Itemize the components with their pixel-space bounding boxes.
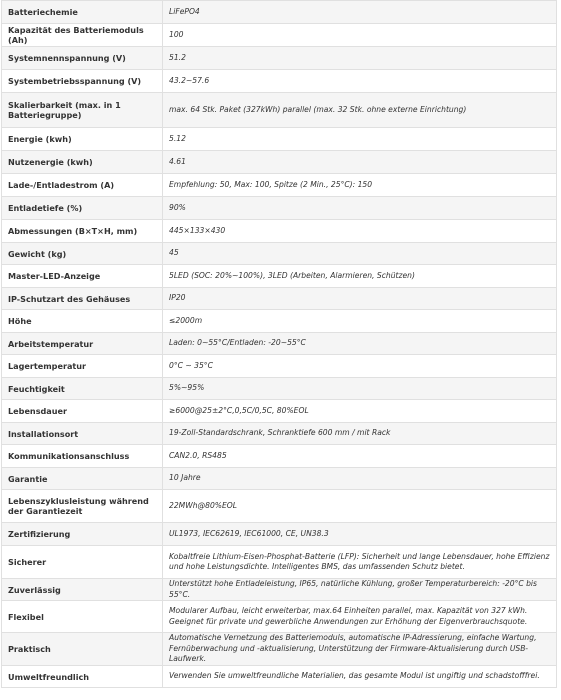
row-label: Lagertemperatur <box>2 355 163 378</box>
row-value: Verwenden Sie umweltfreundliche Materialien, das gesamte Modul ist ungiftig und schadstofffrei. <box>163 666 557 688</box>
row-value: 5LED (SOC: 20%~100%), 3LED (Arbeiten, Alarmieren, Schützen) <box>163 265 557 288</box>
row-value: 22MWh@80%EOL <box>163 490 557 523</box>
row-label: Umweltfreundlich <box>2 666 163 688</box>
table-row <box>2 128 557 151</box>
table-row <box>2 151 557 174</box>
row-value: Unterstützt hohe Entladeleistung, IP65, natürliche Kühlung, großer Temperaturbereich: -20°C bis 55°C. <box>163 579 557 601</box>
row-label: Kapazität des Batteriemoduls (Ah) <box>2 24 163 47</box>
table-row <box>2 70 557 93</box>
table-row <box>2 47 557 70</box>
table-row <box>2 633 557 666</box>
row-label: Master-LED-Anzeige <box>2 265 163 288</box>
row-value: 19-Zoll-Standardschrank, Schranktiefe 600 mm / mit Rack <box>163 423 557 445</box>
row-value: 5.12 <box>163 128 557 151</box>
table-row <box>2 288 557 310</box>
table-row <box>2 24 557 47</box>
table-row <box>2 355 557 378</box>
row-label: Sicherer <box>2 546 163 579</box>
row-label: Entladetiefe (%) <box>2 197 163 220</box>
row-label: Zuverlässig <box>2 579 163 601</box>
row-label: IP-Schutzart des Gehäuses <box>2 288 163 310</box>
row-value: Kobaltfreie Lithium-Eisen-Phosphat-Batterie (LFP): Sicherheit und lange Lebensdauer, hohe Effizienz und hohe Leistungsdichte. Intelligentes BMS, das umfassenden Schutz bietet. <box>163 546 557 579</box>
table-row <box>2 1 557 24</box>
row-value: 90% <box>163 197 557 220</box>
table-row <box>2 197 557 220</box>
row-value: ≤2000m <box>163 310 557 333</box>
row-label: Praktisch <box>2 633 163 666</box>
row-value: 0°C ~ 35°C <box>163 355 557 378</box>
table-row <box>2 93 557 128</box>
row-label: Energie (kwh) <box>2 128 163 151</box>
row-label: Installationsort <box>2 423 163 445</box>
table-row <box>2 265 557 288</box>
row-value: 43.2~57.6 <box>163 70 557 93</box>
table-row <box>2 468 557 490</box>
row-value: Laden: 0~55°C/Entladen: -20~55°C <box>163 333 557 355</box>
row-label: Gewicht (kg) <box>2 243 163 265</box>
row-value: Modularer Aufbau, leicht erweiterbar, max.64 Einheiten parallel, max. Kapazität von 327 kWh. Geeignet für private und gewerbliche Anwendungen zur Erhöhung der Eigenverbrauchsquote. <box>163 601 557 633</box>
row-value: LiFePO4 <box>163 1 557 24</box>
row-value: ≥6000@25±2°C,0,5C/0,5C, 80%EOL <box>163 400 557 423</box>
row-value: 51.2 <box>163 47 557 70</box>
row-value: Empfehlung: 50, Max: 100, Spitze (2 Min., 25°C): 150 <box>163 174 557 197</box>
row-label: Garantie <box>2 468 163 490</box>
row-label: Systembetriebsspannung (V) <box>2 70 163 93</box>
row-value: 45 <box>163 243 557 265</box>
table-row <box>2 445 557 468</box>
table-row <box>2 310 557 333</box>
row-label: Höhe <box>2 310 163 333</box>
spec-table <box>1 0 557 688</box>
table-row <box>2 546 557 579</box>
table-row <box>2 400 557 423</box>
row-label: Kommunikationsanschluss <box>2 445 163 468</box>
row-label: Systemnennspannung (V) <box>2 47 163 70</box>
row-value: IP20 <box>163 288 557 310</box>
row-label: Lade-/Entladestrom (A) <box>2 174 163 197</box>
row-label: Batteriechemie <box>2 1 163 24</box>
row-label: Lebensdauer <box>2 400 163 423</box>
table-row <box>2 378 557 400</box>
table-row <box>2 490 557 523</box>
row-label: Lebenszyklusleistung während der Garantiezeit <box>2 490 163 523</box>
row-label: Flexibel <box>2 601 163 633</box>
table-row <box>2 523 557 546</box>
spec-table-container <box>1 0 557 688</box>
row-value: max. 64 Stk. Paket (327kWh) parallel (max. 32 Stk. ohne externe Einrichtung) <box>163 93 557 128</box>
row-value: Automatische Vernetzung des Batteriemoduls, automatische IP-Adressierung, einfache Wartung, Fernüberwachung und -aktualisierung, Unterstützung der Firmware-Aktualisierung durch USB-Laufwerk. <box>163 633 557 666</box>
table-row <box>2 333 557 355</box>
row-label: Feuchtigkeit <box>2 378 163 400</box>
table-row <box>2 220 557 243</box>
row-value: 100 <box>163 24 557 47</box>
row-label: Nutzenergie (kwh) <box>2 151 163 174</box>
row-value: 4.61 <box>163 151 557 174</box>
table-row <box>2 174 557 197</box>
table-row <box>2 666 557 688</box>
row-value: UL1973, IEC62619, IEC61000, CE, UN38.3 <box>163 523 557 546</box>
row-label: Abmessungen (B×T×H, mm) <box>2 220 163 243</box>
row-value: 10 Jahre <box>163 468 557 490</box>
table-row <box>2 601 557 633</box>
table-row <box>2 423 557 445</box>
row-value: 445×133×430 <box>163 220 557 243</box>
row-label: Skalierbarkeit (max. in 1 Batteriegruppe) <box>2 93 163 128</box>
row-value: CAN2.0, RS485 <box>163 445 557 468</box>
table-row <box>2 579 557 601</box>
row-value: 5%~95% <box>163 378 557 400</box>
table-row <box>2 243 557 265</box>
row-label: Arbeitstemperatur <box>2 333 163 355</box>
row-label: Zertifizierung <box>2 523 163 546</box>
